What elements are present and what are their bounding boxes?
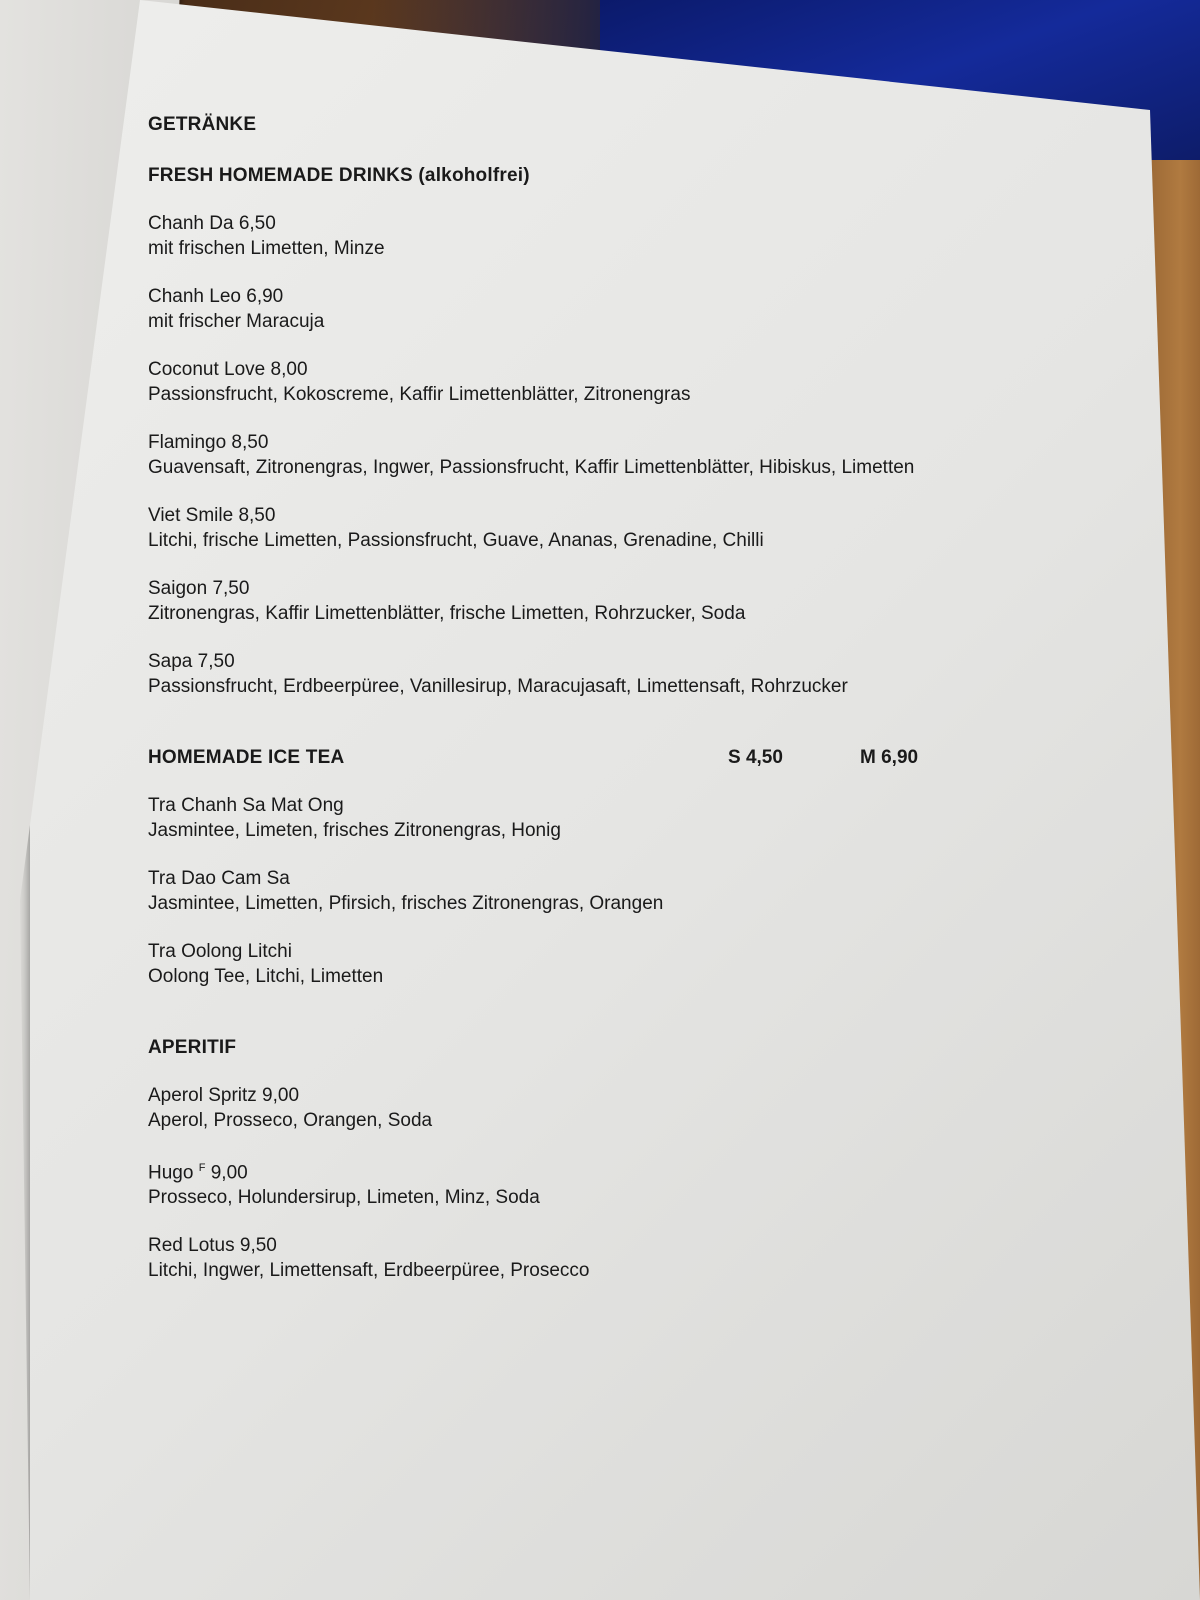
menu-item	[148, 1083, 1048, 1133]
price-small: S 4,50	[728, 747, 783, 768]
item-name: Viet Smile 8,50	[148, 505, 276, 526]
item-description: Litchi, frische Limetten, Passionsfrucht, Guave, Ananas, Grenadine, Chilli	[148, 530, 764, 551]
item-name: Saigon 7,50	[148, 578, 250, 599]
menu-item	[148, 357, 1048, 407]
item-name	[148, 1156, 1048, 1185]
item-description: Oolong Tee, Litchi, Limetten	[148, 966, 384, 987]
item-description: Aperol, Prosseco, Orangen, Soda	[148, 1110, 433, 1131]
item-name: Flamingo 8,50	[148, 432, 269, 453]
menu-item	[148, 503, 1048, 553]
item-name-main: Hugo	[148, 1162, 194, 1184]
item-name: Tra Dao Cam Sa	[148, 868, 290, 889]
item-description: Zitronengras, Kaffir Limettenblätter, frische Limetten, Rohrzucker, Soda	[148, 603, 746, 624]
section-heading-aperitif: APERITIF	[148, 1037, 237, 1058]
menu-item	[148, 1156, 1048, 1210]
menu-title: GETRÄNKE	[148, 114, 257, 135]
menu-item	[148, 866, 1048, 916]
menu-item	[148, 939, 1048, 989]
item-footnote-marker: F	[198, 1162, 206, 1174]
item-description: Guavensaft, Zitronengras, Ingwer, Passionsfrucht, Kaffir Limettenblätter, Hibiskus, Limetten	[148, 457, 915, 478]
menu-item	[148, 1233, 1048, 1283]
item-description: Jasmintee, Limetten, Pfirsich, frisches Zitronengras, Orangen	[148, 893, 664, 914]
item-description: Passionsfrucht, Kokoscreme, Kaffir Limettenblätter, Zitronengras	[148, 384, 691, 405]
item-name: Chanh Leo 6,90	[148, 286, 284, 307]
menu-item	[148, 793, 1048, 843]
item-name: Coconut Love 8,00	[148, 359, 308, 380]
drinks-menu	[148, 112, 1048, 1283]
item-name: Tra Oolong Litchi	[148, 941, 292, 962]
section-heading-fresh: FRESH HOMEMADE DRINKS (alkoholfrei)	[148, 165, 530, 186]
item-name: Tra Chanh Sa Mat Ong	[148, 795, 344, 816]
item-description: mit frischer Maracuja	[148, 311, 325, 332]
item-description: Litchi, Ingwer, Limettensaft, Erdbeerpüree, Prosecco	[148, 1260, 590, 1282]
menu-item	[148, 649, 1048, 699]
item-description: mit frischen Limetten, Minze	[148, 238, 385, 259]
item-description: Passionsfrucht, Erdbeerpüree, Vanillesirup, Maracujasaft, Limettensaft, Rohrzucker	[148, 676, 848, 697]
item-name: Aperol Spritz 9,00	[148, 1085, 300, 1106]
section-heading-icetea: HOMEMADE ICE TEA	[148, 747, 345, 768]
item-price: 9,00	[210, 1162, 248, 1184]
menu-item	[148, 430, 1048, 480]
item-description: Prosseco, Holundersirup, Limeten, Minz, Soda	[148, 1187, 540, 1209]
price-medium: M 6,90	[860, 747, 919, 768]
section-heading-icetea-row	[148, 745, 928, 770]
item-description: Jasmintee, Limeten, frisches Zitronengras, Honig	[148, 820, 561, 841]
item-name: Sapa 7,50	[148, 651, 235, 672]
menu-item	[148, 576, 1048, 626]
menu-item	[148, 284, 1048, 334]
menu-item	[148, 211, 1048, 261]
item-name: Red Lotus 9,50	[148, 1235, 277, 1257]
item-name: Chanh Da 6,50	[148, 213, 276, 234]
